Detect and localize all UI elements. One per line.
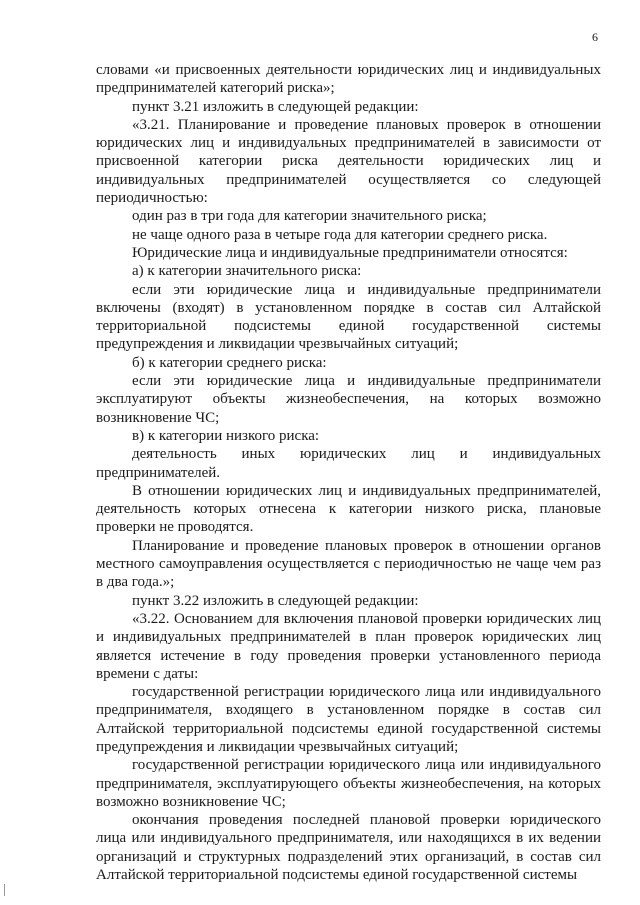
paragraph-category-a-text: если эти юридические лица и индивидуальные предприниматели включены (входят) в установленном порядке в состав сил Алтайской территориальной подсистемы единой государственной системы предупреждения и ликвидации чрезвычайных ситуаций; [96,281,601,353]
paragraph-local-government: Планирование и проведение плановых проверок в отношении органов местного самоуправления осуществляется с периодичностью не чаще чем раз в два года.»; [96,537,601,591]
document-body [96,61,601,884]
paragraph-registration-forces: государственной регистрации юридического лица или индивидуального предпринимателя, входящего в установленном порядке в состав сил Алтайской территориальной подсистемы единой государственной системы предупреждения и ликвидации чрезвычайных ситуаций; [96,684,601,755]
paragraph-categories-intro: Юридические лица и индивидуальные предприниматели относятся: [132,244,568,261]
paragraph-registration-life-support: государственной регистрации юридического лица или индивидуального предпринимателя, эксплуатирующего объекты жизнеобеспечения, на которых возможно возникновение ЧС; [96,757,601,810]
paragraph-amend-3-21: пункт 3.21 изложить в следующей редакции: [132,98,419,115]
paragraph-medium-risk-frequency: не чаще одного раза в четыре года для категории среднего риска. [132,226,548,243]
paragraph-last-inspection: окончания проведения последней плановой проверки юридического лица или индивидуального предпринимателя, или находящихся в их ведении организаций и структурных подразделений этих организаций, в состав сил Алтайской территориальной подсистемы единой государственной системы [96,812,601,884]
paragraph-3-21: «3.21. Планирование и проведение плановых проверок в отношении юридических лиц и индивидуальных предпринимателей в зависимости от присвоенной категории риска деятельности юридических лиц и индивидуальных предпринимателей осуществляется со следующей периодичностью: [96,116,601,207]
paragraph-3-22: «3.22. Основанием для включения плановой проверки юридических лиц и индивидуальных предпринимателей в план проверок юридических лиц является истечение в году проведения проверки установленного периода времени с даты: [96,610,601,682]
paragraph-low-risk-no-inspection: В отношении юридических лиц и индивидуальных предпринимателей, деятельность которых отнесена к категории низкого риска, плановые проверки не проводятся. [96,482,601,536]
paragraph-category-b-text: если эти юридические лица и индивидуальные предприниматели эксплуатируют объекты жизнеобеспечения, на которых возможно возникновение ЧС; [96,373,601,426]
paragraph-amend-3-22: пункт 3.22 изложить в следующей редакции: [132,592,419,609]
paragraph-significant-risk-frequency: один раз в три года для категории значительного риска; [132,208,487,225]
paragraph-category-a: а) к категории значительного риска: [132,263,362,280]
paragraph-category-c: в) к категории низкого риска: [132,427,320,444]
page-number: 6 [592,30,598,44]
paragraph-continuation: словами «и присвоенных деятельности юридических лиц и индивидуальных предпринимателей категорий риска»; [96,62,601,97]
paragraph-category-c-text: деятельность иных юридических лиц и индивидуальных предпринимателей. [96,446,601,481]
margin-mark [4,884,5,896]
paragraph-category-b: б) к категории среднего риска: [132,354,327,371]
